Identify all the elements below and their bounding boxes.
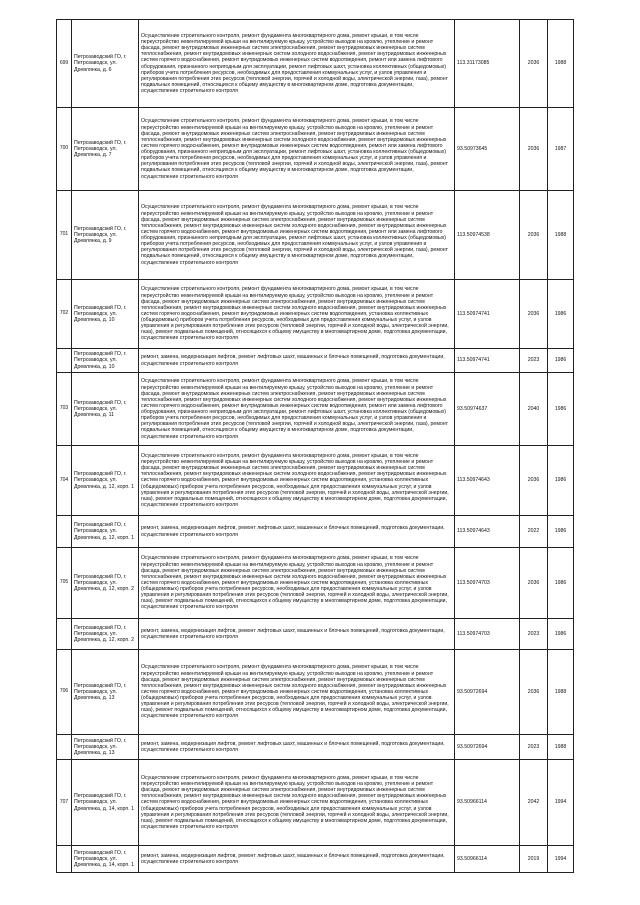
works-description-cell: Осуществление строительного контроля, ремонт фундамента многоквартирного дома, ремонт крыши, в том числе переустройство невентилируемой крыши на вентилируемую крышу, устройство выходов на кровлю, утепление и ремонт фасада, ремонт внутридомовых инженерных систем электроснабжения, ремонт внутридомовых инженерных систем теплоснабжения, ремонт внутридомовых инженерных систем холодного водоснабжения, ремонт внутридомовых инженерных систем горячего водоснабжения, ремонт внутридомовых инженерных систем водоотведения, установка коллективных (общедомовых) приборов учета потребления ресурсов, необходимых для предоставления коммунальных услуг, и узлов управления и регулирования потребления этих ресурсов (тепловой энергии, горячей и холодной воды, электрической энергии, газа), ремонт подвальных помещений, относящихся к общему имуществу в многоквартирном доме, подготовка документации, осуществление строительного контроля [139,548,455,619]
address-cell: Петрозаводский ГО, г. Петрозаводск, ул. Древлянка, д. 13 [72,650,139,735]
build-year-cell: 1988 [548,191,574,280]
address-cell: Петрозаводский ГО, г. Петрозаводск, ул. Древлянка, д. 6 [72,20,139,108]
build-year-cell: 1987 [548,108,574,191]
planned-year-cell: 2023 [520,349,548,373]
planned-year-cell: 2022 [520,516,548,548]
address-cell: Петрозаводский ГО, г. Петрозаводск, ул. Древлянка, д. 12, корп. 2 [72,619,139,650]
table-row [57,373,574,446]
address-cell: Петрозаводский ГО, г. Петрозаводск, ул. Древлянка, д. 12, корп. 1 [72,446,139,516]
row-number: 703 [57,373,72,446]
table-row [57,20,574,108]
works-description-cell: ремонт, замена, модернизация лифтов, ремонт лифтовых шахт, машинных и блочных помещений, подготовка документации, осуществление строительного контроля [139,846,455,873]
cadastral-value-cell: 113.50974741 [455,280,520,349]
row-number: 701 [57,191,72,280]
table-row [57,446,574,516]
row-number: 705 [57,548,72,619]
row-number: 707 [57,760,72,846]
address-cell: Петрозаводский ГО, г. Петрозаводск, ул. Древлянка, д. 14, корп. 1 [72,760,139,846]
works-description-cell: Осуществление строительного контроля, ремонт фундамента многоквартирного дома, ремонт крыши, в том числе переустройство невентилируемой крыши на вентилируемую крышу, устройство выходов на кровлю, утепление и ремонт фасада, ремонт внутридомовых инженерных систем электроснабжения, ремонт внутридомовых инженерных систем теплоснабжения, ремонт внутридомовых инженерных систем холодного водоснабжения, ремонт внутридомовых инженерных систем горячего водоснабжения, ремонт внутридомовых инженерных систем водоотведения, ремонт или замена лифтового оборудования, признанного непригодным для эксплуатации, ремонт лифтовых шахт, установка коллективных (общедомовых) приборов учета потребления ресурсов, необходимых для предоставления коммунальных услуг, и узлов управления и регулирования потребления этих ресурсов (тепловой энергии, горячей и холодной воды, электрической энергии, газа), ремонт подвальных помещений, относящихся к общему имуществу в многоквартирном доме, подготовка документации, осуществление строительного контроля [139,20,455,108]
works-description-cell: Осуществление строительного контроля, ремонт фундамента многоквартирного дома, ремонт крыши, в том числе переустройство невентилируемой крыши на вентилируемую крышу, устройство выходов на кровлю, утепление и ремонт фасада, ремонт внутридомовых инженерных систем электроснабжения, ремонт внутридомовых инженерных систем теплоснабжения, ремонт внутридомовых инженерных систем холодного водоснабжения, ремонт внутридомовых инженерных систем горячего водоснабжения, ремонт внутридомовых инженерных систем водоотведения, установка коллективных (общедомовых) приборов учета потребления ресурсов, необходимых для предоставления коммунальных услуг, и узлов управления и регулирования потребления этих ресурсов (тепловой энергии, горячей и холодной воды, электрической энергии, газа), ремонт подвальных помещений, относящихся к общему имуществу в многоквартирном доме, подготовка документации, осуществление строительного контроля [139,446,455,516]
row-number [57,516,72,548]
address-cell: Петрозаводский ГО, г. Петрозаводск, ул. Древлянка, д. 9 [72,191,139,280]
table-row [57,548,574,619]
build-year-cell: 1986 [548,349,574,373]
build-year-cell: 1986 [548,280,574,349]
address-cell: Петрозаводский ГО, г. Петрозаводск, ул. Древлянка, д. 14, корп. 1 [72,846,139,873]
capital-repair-table [56,19,574,873]
cadastral-value-cell: 113.50974643 [455,516,520,548]
row-number [57,619,72,650]
build-year-cell: 1994 [548,846,574,873]
table-row [57,619,574,650]
cadastral-value-cell: 93.50972694 [455,650,520,735]
address-cell: Петрозаводский ГО, г. Петрозаводск, ул. Древлянка, д. 13 [72,735,139,760]
table-row [57,650,574,735]
planned-year-cell: 2036 [520,446,548,516]
table-row [57,735,574,760]
cadastral-value-cell: 113.50974703 [455,619,520,650]
address-cell: Петрозаводский ГО, г. Петрозаводск, ул. Древлянка, д. 11 [72,373,139,446]
planned-year-cell: 2023 [520,619,548,650]
planned-year-cell: 2036 [520,548,548,619]
build-year-cell: 1986 [548,516,574,548]
works-description-cell: Осуществление строительного контроля, ремонт фундамента многоквартирного дома, ремонт крыши, в том числе переустройство невентилируемой крыши на вентилируемую крышу, устройство выходов на кровлю, утепление и ремонт фасада, ремонт внутридомовых инженерных систем электроснабжения, ремонт внутридомовых инженерных систем теплоснабжения, ремонт внутридомовых инженерных систем холодного водоснабжения, ремонт внутридомовых инженерных систем горячего водоснабжения, ремонт внутридомовых инженерных систем водоотведения, ремонт или замена лифтового оборудования, признанного непригодным для эксплуатации, ремонт лифтовых шахт, установка коллективных (общедомовых) приборов учета потребления ресурсов, необходимых для предоставления коммунальных услуг, и узлов управления и регулирования потребления этих ресурсов (тепловой энергии, горячей и холодной воды, электрической энергии, газа), ремонт подвальных помещений, относящихся к общему имуществу в многоквартирном доме, подготовка документации, осуществление строительного контроля [139,373,455,446]
works-description-cell: Осуществление строительного контроля, ремонт фундамента многоквартирного дома, ремонт крыши, в том числе переустройство невентилируемой крыши на вентилируемую крышу, устройство выходов на кровлю, утепление и ремонт фасада, ремонт внутридомовых инженерных систем электроснабжения, ремонт внутридомовых инженерных систем теплоснабжения, ремонт внутридомовых инженерных систем холодного водоснабжения, ремонт внутридомовых инженерных систем горячего водоснабжения, ремонт внутридомовых инженерных систем водоотведения, ремонт или замена лифтового оборудования, признанного непригодным для эксплуатации, ремонт лифтовых шахт, установка коллективных (общедомовых) приборов учета потребления ресурсов, необходимых для предоставления коммунальных услуг, и узлов управления и регулирования потребления этих ресурсов (тепловой энергии, горячей и холодной воды, электрической энергии, газа), ремонт подвальных помещений, относящихся к общему имуществу в многоквартирном доме, подготовка документации, осуществление строительного контроля [139,191,455,280]
table-row [57,760,574,846]
cadastral-value-cell: 93.50974637 [455,373,520,446]
build-year-cell: 1986 [548,619,574,650]
row-number [57,349,72,373]
works-description-cell: ремонт, замена, модернизация лифтов, ремонт лифтовых шахт, машинных и блочных помещений, подготовка документации, осуществление строительного контроля [139,349,455,373]
address-cell: Петрозаводский ГО, г. Петрозаводск, ул. Древлянка, д. 10 [72,280,139,349]
cadastral-value-cell: 113.50974741 [455,349,520,373]
build-year-cell: 1988 [548,650,574,735]
build-year-cell: 1994 [548,760,574,846]
address-cell: Петрозаводский ГО, г. Петрозаводск, ул. Древлянка, д. 12, корп. 2 [72,548,139,619]
table-row [57,191,574,280]
planned-year-cell: 2019 [520,846,548,873]
cadastral-value-cell: 113.50974538 [455,191,520,280]
row-number: 699 [57,20,72,108]
row-number: 700 [57,108,72,191]
works-description-cell: Осуществление строительного контроля, ремонт фундамента многоквартирного дома, ремонт крыши, в том числе переустройство невентилируемой крыши на вентилируемую крышу, устройство выходов на кровлю, утепление и ремонт фасада, ремонт внутридомовых инженерных систем электроснабжения, ремонт внутридомовых инженерных систем теплоснабжения, ремонт внутридомовых инженерных систем холодного водоснабжения, ремонт внутридомовых инженерных систем горячего водоснабжения, ремонт внутридомовых инженерных систем водоотведения, установка коллективных (общедомовых) приборов учета потребления ресурсов, необходимых для предоставления коммунальных услуг, и узлов управления и регулирования потребления этих ресурсов (тепловой энергии, горячей и холодной воды, электрической энергии, газа), ремонт подвальных помещений, относящихся к общему имуществу в многоквартирном доме, подготовка документации, осуществление строительного контроля [139,280,455,349]
table-row [57,280,574,349]
planned-year-cell: 2036 [520,20,548,108]
build-year-cell: 1986 [548,373,574,446]
table-row [57,349,574,373]
cadastral-value-cell: 113.31173085 [455,20,520,108]
row-number: 702 [57,280,72,349]
address-cell: Петрозаводский ГО, г. Петрозаводск, ул. Древлянка, д. 12, корп. 1 [72,516,139,548]
works-description-cell: Осуществление строительного контроля, ремонт фундамента многоквартирного дома, ремонт крыши, в том числе переустройство невентилируемой крыши на вентилируемую крышу, устройство выходов на кровлю, утепление и ремонт фасада, ремонт внутридомовых инженерных систем электроснабжения, ремонт внутридомовых инженерных систем теплоснабжения, ремонт внутридомовых инженерных систем холодного водоснабжения, ремонт внутридомовых инженерных систем горячего водоснабжения, ремонт внутридомовых инженерных систем водоотведения, ремонт или замена лифтового оборудования, признанного непригодным для эксплуатации, ремонт лифтовых шахт, установка коллективных (общедомовых) приборов учета потребления ресурсов, необходимых для предоставления коммунальных услуг, и узлов управления и регулирования потребления этих ресурсов (тепловой энергии, горячей и холодной воды, электрической энергии, газа), ремонт подвальных помещений, относящихся к общему имуществу в многоквартирном доме, подготовка документации, осуществление строительного контроля [139,108,455,191]
planned-year-cell: 2042 [520,760,548,846]
row-number [57,735,72,760]
address-cell: Петрозаводский ГО, г. Петрозаводск, ул. Древлянка, д. 10 [72,349,139,373]
build-year-cell: 1986 [548,446,574,516]
table-row [57,846,574,873]
row-number [57,846,72,873]
build-year-cell: 1986 [548,548,574,619]
build-year-cell: 1988 [548,20,574,108]
build-year-cell: 1988 [548,735,574,760]
planned-year-cell: 2036 [520,108,548,191]
table-body [57,20,574,873]
works-description-cell: ремонт, замена, модернизация лифтов, ремонт лифтовых шахт, машинных и блочных помещений, подготовка документации, осуществление строительного контроля [139,735,455,760]
row-number: 704 [57,446,72,516]
cadastral-value-cell: 113.50974643 [455,446,520,516]
planned-year-cell: 2040 [520,373,548,446]
planned-year-cell: 2023 [520,735,548,760]
works-description-cell: Осуществление строительного контроля, ремонт фундамента многоквартирного дома, ремонт крыши, в том числе переустройство невентилируемой крыши на вентилируемую крышу, устройство выходов на кровлю, утепление и ремонт фасада, ремонт внутридомовых инженерных систем электроснабжения, ремонт внутридомовых инженерных систем теплоснабжения, ремонт внутридомовых инженерных систем холодного водоснабжения, ремонт внутридомовых инженерных систем горячего водоснабжения, ремонт внутридомовых инженерных систем водоотведения, установка коллективных (общедомовых) приборов учета потребления ресурсов, необходимых для предоставления коммунальных услуг, и узлов управления и регулирования потребления этих ресурсов (тепловой энергии, горячей и холодной воды, электрической энергии, газа), ремонт подвальных помещений, относящихся к общему имуществу в многоквартирном доме, подготовка документации, осуществление строительного контроля [139,650,455,735]
cadastral-value-cell: 93.50966114 [455,846,520,873]
cadastral-value-cell: 113.50974703 [455,548,520,619]
cadastral-value-cell: 93.50966114 [455,760,520,846]
works-description-cell: ремонт, замена, модернизация лифтов, ремонт лифтовых шахт, машинных и блочных помещений, подготовка документации, осуществление строительного контроля [139,516,455,548]
works-description-cell: Осуществление строительного контроля, ремонт фундамента многоквартирного дома, ремонт крыши, в том числе переустройство невентилируемой крыши на вентилируемую крышу, устройство выходов на кровлю, утепление и ремонт фасада, ремонт внутридомовых инженерных систем электроснабжения, ремонт внутридомовых инженерных систем теплоснабжения, ремонт внутридомовых инженерных систем холодного водоснабжения, ремонт внутридомовых инженерных систем горячего водоснабжения, ремонт внутридомовых инженерных систем водоотведения, установка коллективных (общедомовых) приборов учета потребления ресурсов, необходимых для предоставления коммунальных услуг, и узлов управления и регулирования потребления этих ресурсов (тепловой энергии, горячей и холодной воды, электрической энергии, газа), ремонт подвальных помещений, относящихся к общему имуществу в многоквартирном доме, подготовка документации, осуществление строительного контроля [139,760,455,846]
planned-year-cell: 2036 [520,280,548,349]
address-cell: Петрозаводский ГО, г. Петрозаводск, ул. Древлянка, д. 7 [72,108,139,191]
row-number: 706 [57,650,72,735]
table-row [57,516,574,548]
works-description-cell: ремонт, замена, модернизация лифтов, ремонт лифтовых шахт, машинных и блочных помещений, подготовка документации, осуществление строительного контроля [139,619,455,650]
cadastral-value-cell: 93.50972694 [455,735,520,760]
planned-year-cell: 2036 [520,191,548,280]
table-row [57,108,574,191]
cadastral-value-cell: 93.50973645 [455,108,520,191]
planned-year-cell: 2036 [520,650,548,735]
